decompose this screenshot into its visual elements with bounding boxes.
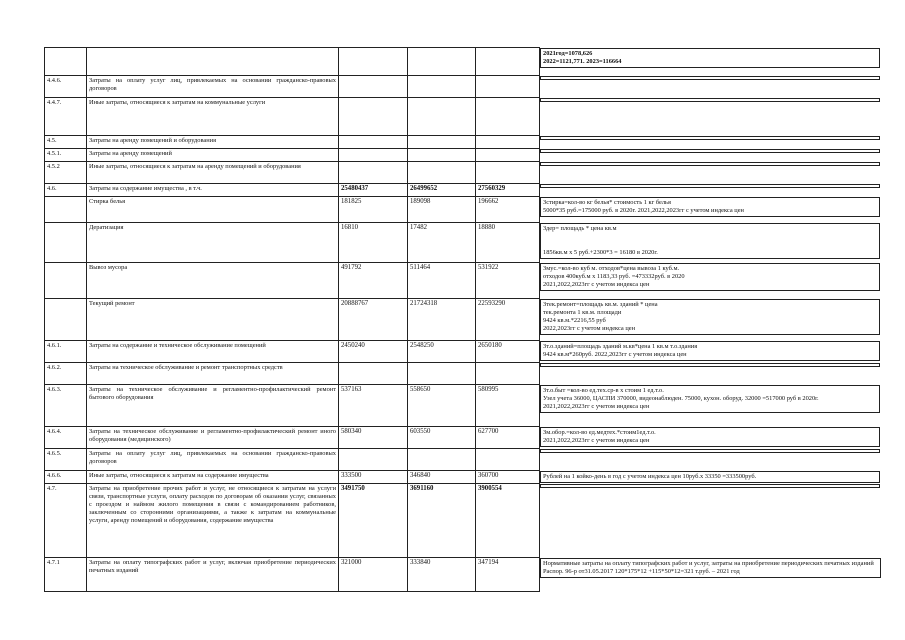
- value-2023-cell: [476, 162, 540, 184]
- value-2021-cell: 580340: [339, 427, 408, 449]
- value-2022-cell: 558650: [408, 385, 476, 427]
- value-2021-cell: [339, 136, 408, 149]
- value-2021-cell: 537163: [339, 385, 408, 427]
- value-2022-cell: 346840: [408, 471, 476, 484]
- calculation-note-cell: Зт.о.быт =кол-во ед.тех.ср-в х стоим 1 ед.т.о. Узел учета 36000, ЦАСПИ 370000, видеонаблюден. 75000, кухон. оборуд. 32000 =517000 руб в 2020г. 2021,2022,2023гг с учетом индекса цен: [540, 385, 880, 413]
- row-number-cell: 4.6.3.: [45, 385, 87, 427]
- budget-table-sheet: [44, 47, 880, 592]
- value-2022-cell: [408, 98, 476, 136]
- value-2023-cell: 360700: [476, 471, 540, 484]
- table-row: [45, 149, 881, 162]
- value-2023-cell: 3900554: [476, 484, 540, 558]
- value-2022-cell: 603550: [408, 427, 476, 449]
- value-2023-cell: [476, 363, 540, 385]
- table-row: [45, 299, 881, 341]
- table-row: [45, 427, 881, 449]
- row-number-cell: 4.5.: [45, 136, 87, 149]
- value-2023-cell: 196662: [476, 197, 540, 223]
- calculation-note-cell: [540, 76, 880, 80]
- value-2023-cell: [476, 449, 540, 471]
- value-2023-cell: [476, 98, 540, 136]
- value-2022-cell: 17482: [408, 223, 476, 263]
- table-row: [45, 449, 881, 471]
- value-2021-cell: [339, 76, 408, 98]
- value-2021-cell: 16810: [339, 223, 408, 263]
- item-name-cell: Затраты на приобретение прочих работ и услуг, не относящиеся к затратам на услуги связи, транспортные услуги, оплату расходов по договорам об оказании услуг, связанных с проездом и наймом жилого помещения в связи с командированием работников, заключенным со сторонними организациями, а также к затратам на коммунальные услуги, аренду помещений и оборудования, содержание имущества: [87, 484, 339, 558]
- calculation-note-cell: Зт.о.зданий=площадь зданий м.кв*цена 1 кв.м т.о.здания 9424 кв.м*260руб. 2022,2023гг с учетом индекса цен: [540, 341, 880, 361]
- budget-table: [44, 47, 881, 592]
- value-2021-cell: 321000: [339, 558, 408, 592]
- item-name-cell: [87, 48, 339, 76]
- value-2022-cell: [408, 162, 476, 184]
- value-2021-cell: [339, 149, 408, 162]
- value-2023-cell: 580995: [476, 385, 540, 427]
- budget-table-body: [45, 48, 881, 592]
- row-number-cell: 4.6.2.: [45, 363, 87, 385]
- table-row: [45, 98, 881, 136]
- table-row: [45, 471, 881, 484]
- value-2021-cell: 181825: [339, 197, 408, 223]
- table-row: [45, 341, 881, 363]
- table-row: [45, 76, 881, 98]
- table-row: [45, 263, 881, 299]
- row-number-cell: 4.5.1.: [45, 149, 87, 162]
- calculation-note-cell: Рублей на 1 койко-день в год с учетом индекса цен 10руб.х 33350 =333500руб.: [540, 471, 880, 483]
- item-name-cell: Вывоз мусора: [87, 263, 339, 299]
- row-number-cell: [45, 223, 87, 263]
- row-number-cell: 4.7.1: [45, 558, 87, 592]
- item-name-cell: Затраты на техническое обслуживание и регламентно-профилактический ремонт иного оборудования (медицинского): [87, 427, 339, 449]
- value-2021-cell: [339, 98, 408, 136]
- value-2022-cell: [408, 76, 476, 98]
- value-2023-cell: 2650180: [476, 341, 540, 363]
- row-number-cell: 4.6.5.: [45, 449, 87, 471]
- value-2021-cell: 2450240: [339, 341, 408, 363]
- calculation-note-cell: Здер= площадь * цена кв.м 1856кв.м х 5 руб.+2300*3 = 16180 в 2020г.: [540, 223, 880, 259]
- row-number-cell: [45, 263, 87, 299]
- item-name-cell: Затраты на техническое обслуживание и ремонт транспортных средств: [87, 363, 339, 385]
- value-2023-cell: [476, 149, 540, 162]
- item-name-cell: Затраты на оплату услуг лиц, привлекаемых на основании гражданско-правовых договоров: [87, 76, 339, 98]
- row-number-cell: 4.7.: [45, 484, 87, 558]
- calculation-note-cell: [540, 184, 880, 188]
- table-row: [45, 197, 881, 223]
- value-2021-cell: 3491750: [339, 484, 408, 558]
- row-number-cell: [45, 299, 87, 341]
- table-row: [45, 558, 881, 592]
- calculation-note-cell: Нормативные затраты на оплату типографских работ и услуг, затраты на приобретение периодических печатных изданий Распор. 96-р от31.05.2017 120*175*12 +115*50*12=321 т.руб. – 2021 год: [540, 558, 881, 578]
- value-2021-cell: [339, 48, 408, 76]
- value-2022-cell: 21724318: [408, 299, 476, 341]
- value-2022-cell: [408, 363, 476, 385]
- value-2023-cell: [476, 76, 540, 98]
- calculation-note-cell: Зтек.ремонт=площадь кв.м. зданий * цена тек.ремонта 1 кв.м. площади 9424 кв.м.*2216,55 руб 2022,2023гг с учетом индекса цен: [540, 299, 880, 335]
- value-2022-cell: [408, 149, 476, 162]
- row-number-cell: 4.4.7.: [45, 98, 87, 136]
- calculation-note-cell: [540, 449, 880, 453]
- value-2023-cell: [476, 48, 540, 76]
- value-2022-cell: [408, 136, 476, 149]
- row-number-cell: [45, 48, 87, 76]
- item-name-cell: Иные затраты, относящиеся к затратам на содержание имущества: [87, 471, 339, 484]
- item-name-cell: Затраты на содержание и техническое обслуживание помещений: [87, 341, 339, 363]
- calculation-note-cell: 2021год=1078,626 2022=1121,771. 2023=116664: [540, 48, 880, 68]
- calculation-note-cell: Змус.=кол-во куб м. отходов*цена вывоза 1 куб.м. отходов 400куб.м х 1183,33 руб. =473332руб. в 2020 2021,2022,2023гг с учетом индекса цен: [540, 263, 880, 291]
- value-2023-cell: 347194: [476, 558, 540, 592]
- value-2022-cell: [408, 48, 476, 76]
- row-number-cell: [45, 197, 87, 223]
- value-2021-cell: 333500: [339, 471, 408, 484]
- row-number-cell: 4.4.6.: [45, 76, 87, 98]
- item-name-cell: Иные затраты, относящиеся к затратам на коммунальные услуги: [87, 98, 339, 136]
- calculation-note-cell: [540, 149, 880, 153]
- row-number-cell: 4.6.6.: [45, 471, 87, 484]
- value-2023-cell: 27560329: [476, 184, 540, 197]
- value-2022-cell: 2548250: [408, 341, 476, 363]
- item-name-cell: Затраты на оплату типографских работ и услуг, включая приобретение периодических печатных изданий: [87, 558, 339, 592]
- value-2023-cell: [476, 136, 540, 149]
- value-2022-cell: 333840: [408, 558, 476, 592]
- item-name-cell: Затраты на оплату услуг лиц, привлекаемых на основании гражданско-правовых договоров: [87, 449, 339, 471]
- calculation-note-cell: [540, 98, 880, 102]
- table-row: [45, 385, 881, 427]
- value-2022-cell: [408, 449, 476, 471]
- value-2022-cell: 26499652: [408, 184, 476, 197]
- table-row: [45, 184, 881, 197]
- table-row: [45, 136, 881, 149]
- item-name-cell: Затраты на аренду помещений: [87, 149, 339, 162]
- value-2023-cell: 22593290: [476, 299, 540, 341]
- value-2021-cell: 25480437: [339, 184, 408, 197]
- row-number-cell: 4.6.4.: [45, 427, 87, 449]
- calculation-note-cell: [540, 162, 880, 166]
- value-2021-cell: [339, 363, 408, 385]
- calculation-note-cell: [540, 363, 880, 367]
- table-row: [45, 484, 881, 558]
- table-row: [45, 48, 881, 76]
- table-row: [45, 363, 881, 385]
- item-name-cell: Затраты на аренду помещений и оборудования: [87, 136, 339, 149]
- row-number-cell: 4.6.1.: [45, 341, 87, 363]
- table-row: [45, 162, 881, 184]
- item-name-cell: Стирка белья: [87, 197, 339, 223]
- value-2022-cell: 511464: [408, 263, 476, 299]
- calculation-note-cell: Зстирка=кол-во кг белья* стоимость 1 кг белья 5000*35 руб.=175000 руб. в 2020г. 2021,2022,2023гг с учетом индекса цен: [540, 197, 880, 217]
- calculation-note-cell: [540, 484, 880, 488]
- item-name-cell: Затраты на содержание имущества , в т.ч.: [87, 184, 339, 197]
- value-2022-cell: 189098: [408, 197, 476, 223]
- value-2021-cell: 20888767: [339, 299, 408, 341]
- value-2022-cell: 3691160: [408, 484, 476, 558]
- row-number-cell: 4.6.: [45, 184, 87, 197]
- item-name-cell: Затраты на техническое обслуживание и регламентно-профилактический ремонт бытового оборудования: [87, 385, 339, 427]
- value-2023-cell: 18880: [476, 223, 540, 263]
- value-2021-cell: 491792: [339, 263, 408, 299]
- value-2023-cell: 531922: [476, 263, 540, 299]
- table-row: [45, 223, 881, 263]
- value-2021-cell: [339, 162, 408, 184]
- value-2021-cell: [339, 449, 408, 471]
- item-name-cell: Текущий ремонт: [87, 299, 339, 341]
- row-number-cell: 4.5.2: [45, 162, 87, 184]
- calculation-note-cell: [540, 136, 880, 140]
- value-2023-cell: 627700: [476, 427, 540, 449]
- calculation-note-cell: Зм.обор.=кол-во ед.медтех.*стоим1ед.т.о. 2021,2022,2023гг с учетом индекса цен: [540, 427, 880, 447]
- item-name-cell: Дератизация: [87, 223, 339, 263]
- item-name-cell: Иные затраты, относящиеся к затратам на аренду помещений и оборудования: [87, 162, 339, 184]
